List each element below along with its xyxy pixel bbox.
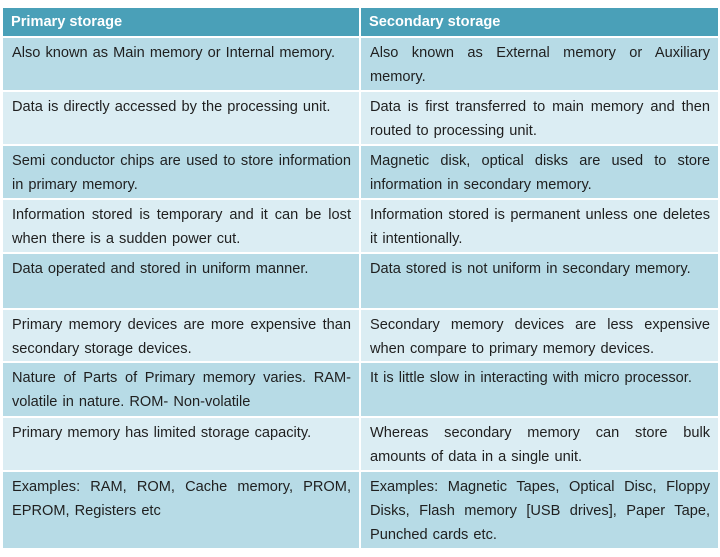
cell-text: Information stored is temporary and it can be lost when there is a sudden power cut. bbox=[12, 207, 351, 247]
cell-primary bbox=[2, 145, 360, 199]
cell-primary bbox=[2, 253, 360, 309]
table-row bbox=[2, 91, 719, 145]
cell-text: Secondary memory devices are less expensive when compare to primary memory devices. bbox=[370, 317, 710, 357]
cell-text: Primary memory devices are more expensive than secondary storage devices. bbox=[12, 317, 351, 357]
cell-secondary bbox=[360, 91, 719, 145]
cell-text: Also known as External memory or Auxiliary memory. bbox=[370, 45, 710, 85]
cell-text: Data is first transferred to main memory and then routed to processing unit. bbox=[370, 99, 710, 139]
table-row bbox=[2, 199, 719, 253]
table-header-row bbox=[2, 7, 719, 37]
cell-text: Examples: RAM, ROM, Cache memory, PROM, EPROM, Registers etc bbox=[12, 479, 351, 519]
table-row bbox=[2, 309, 719, 362]
header-primary-storage: Primary storage bbox=[2, 7, 360, 37]
cell-secondary bbox=[360, 37, 719, 91]
cell-secondary bbox=[360, 417, 719, 471]
cell-primary bbox=[2, 37, 360, 91]
table-row bbox=[2, 471, 719, 549]
cell-primary bbox=[2, 91, 360, 145]
cell-text: Data stored is not uniform in secondary memory. bbox=[370, 261, 691, 277]
cell-secondary bbox=[360, 145, 719, 199]
cell-text: Also known as Main memory or Internal memory. bbox=[12, 45, 336, 61]
cell-text: Magnetic disk, optical disks are used to store information in secondary memory. bbox=[370, 153, 710, 193]
cell-text: It is little slow in interacting with micro processor. bbox=[370, 370, 692, 386]
table-row bbox=[2, 362, 719, 417]
table-row bbox=[2, 417, 719, 471]
cell-text: Data is directly accessed by the processing unit. bbox=[12, 99, 331, 115]
cell-primary bbox=[2, 199, 360, 253]
cell-text: Whereas secondary memory can store bulk amounts of data in a single unit. bbox=[370, 425, 710, 465]
table-row bbox=[2, 145, 719, 199]
cell-secondary bbox=[360, 471, 719, 549]
comparison-table bbox=[1, 6, 720, 550]
cell-text: Examples: Magnetic Tapes, Optical Disc, Floppy Disks, Flash memory [USB drives], Paper Tape, Punched cards etc. bbox=[370, 479, 710, 543]
cell-text: Information stored is permanent unless one deletes it intentionally. bbox=[370, 207, 710, 247]
cell-primary bbox=[2, 309, 360, 362]
cell-text: Primary memory has limited storage capacity. bbox=[12, 425, 312, 441]
header-secondary-storage: Secondary storage bbox=[360, 7, 719, 37]
cell-text: Nature of Parts of Primary memory varies. RAM- volatile in nature. ROM- Non-volatile bbox=[12, 370, 351, 410]
table-row bbox=[2, 253, 719, 309]
table-row bbox=[2, 37, 719, 91]
cell-secondary bbox=[360, 199, 719, 253]
cell-text: Data operated and stored in uniform manner. bbox=[12, 261, 309, 277]
cell-primary bbox=[2, 471, 360, 549]
cell-primary bbox=[2, 417, 360, 471]
cell-text: Semi conductor chips are used to store information in primary memory. bbox=[12, 153, 351, 193]
cell-secondary bbox=[360, 253, 719, 309]
cell-secondary bbox=[360, 362, 719, 417]
cell-primary bbox=[2, 362, 360, 417]
cell-secondary bbox=[360, 309, 719, 362]
